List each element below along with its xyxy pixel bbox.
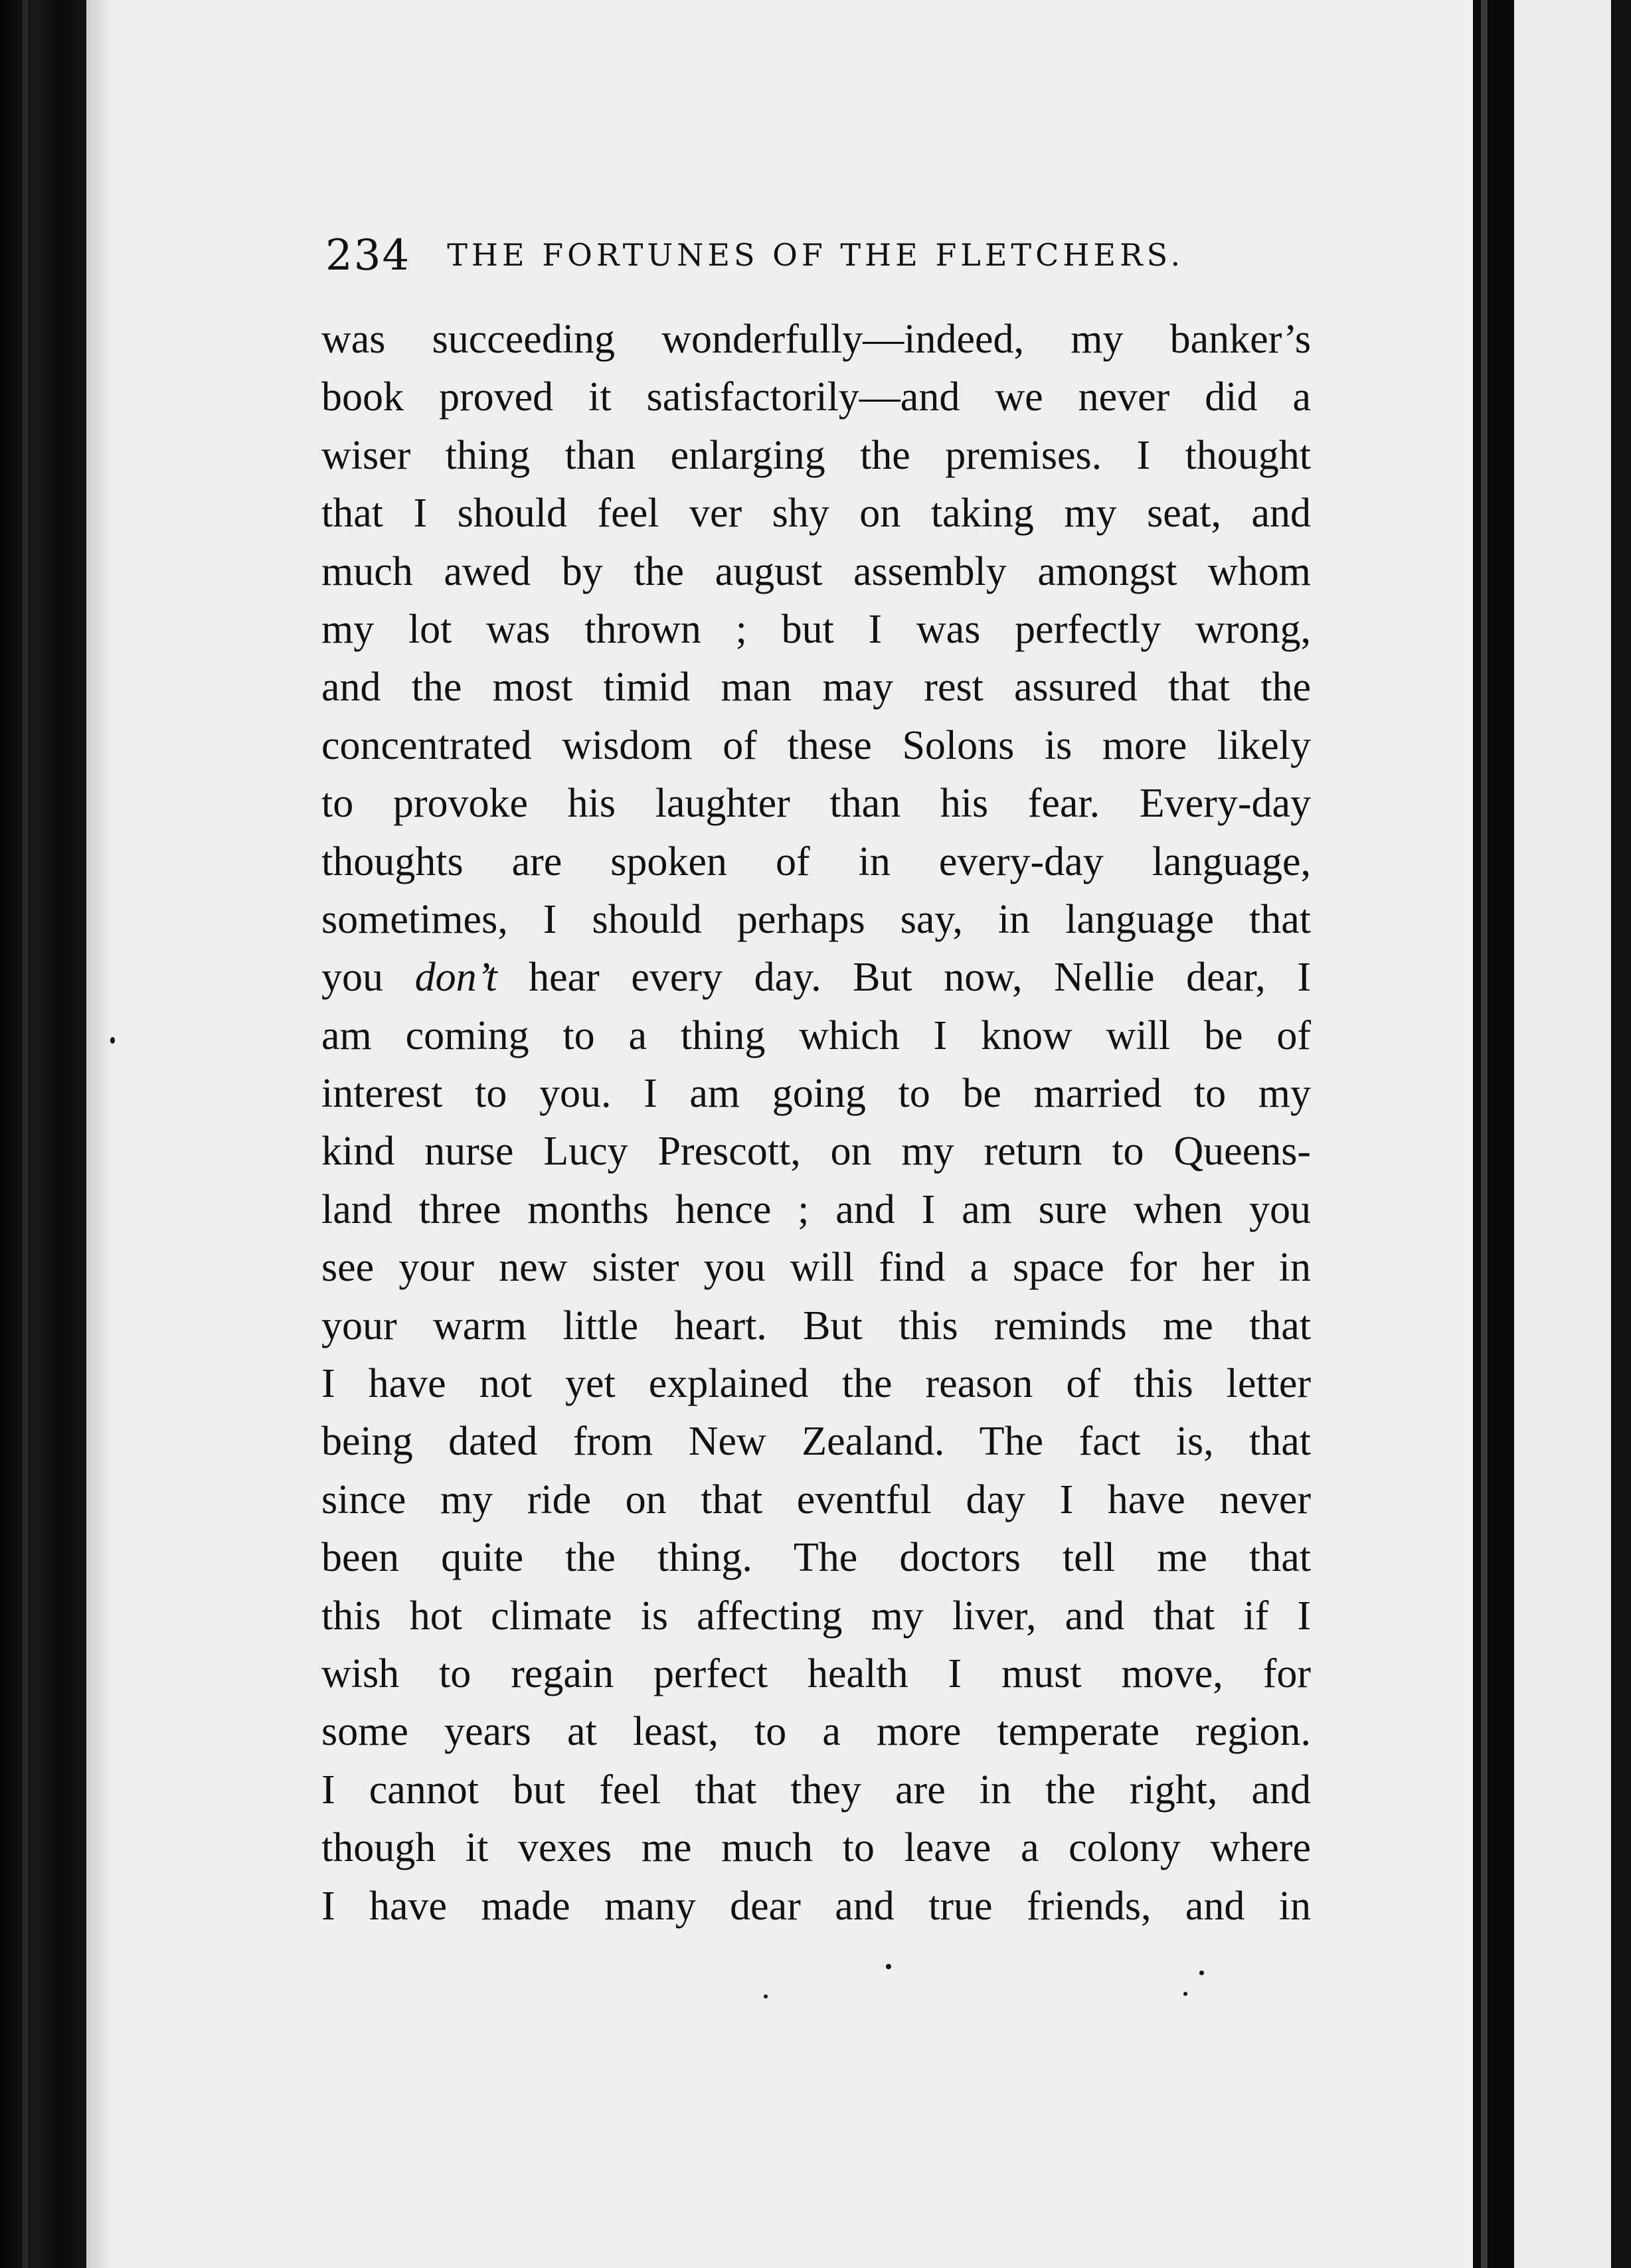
text-line: wiser thing than enlarging the premises. I thought [321,432,1311,478]
text-line: concentrated wisdom of these Solons is more likely [321,722,1311,768]
facing-page-edge [1611,0,1631,2268]
ink-speck [110,1037,115,1044]
text-line: to provoke his laughter than his fear. Every-day [321,781,1311,827]
text-line: I have made many dear and true friends, and in [321,1883,1311,1929]
text-line: since my ride on that eventful day I have never [321,1477,1311,1522]
text-line: you don’t hear every day. But now, Nellie dear, I [321,955,1312,1001]
text-line: your warm little heart. But this reminds me that [321,1303,1311,1348]
ink-speck [886,1964,891,1969]
text-line: land three months hence ; and I am sure when you [321,1186,1311,1232]
text-line: was succeeding wonderfully—indeed, my banker’s [321,317,1311,362]
ink-speck [764,1994,768,1998]
page-shadow [86,0,113,2268]
ink-speck [1183,1992,1187,1996]
text-line: much awed by the august assembly amongst whom [321,548,1311,594]
text-line: am coming to a thing which I know will be of [321,1012,1311,1058]
text-line: see your new sister you will find a space for her in [321,1245,1311,1291]
text-line: my lot was thrown ; but I was perfectly wrong, [321,606,1311,652]
body-text [321,311,1311,1935]
text-line: thoughts are spoken of in every-day language, [321,839,1311,884]
text-line: being dated from New Zealand. The fact is, that [321,1419,1311,1465]
binding-rule [23,0,28,2268]
gutter-highlight [1481,0,1488,2268]
text-line: book proved it satisfactorily—and we never did a [321,374,1311,420]
text-line: though it vexes me much to leave a colony where [321,1825,1311,1871]
text-line: sometimes, I should perhaps say, in language that [321,896,1311,942]
running-title: THE FORTUNES OF THE FLETCHERS. [447,237,1185,273]
ink-speck [1199,1971,1204,1975]
text-line: some years at least, to a more temperate region. [321,1709,1311,1755]
page-gutter [1473,0,1514,2268]
text-line: and the most timid man may rest assured that the [321,665,1311,710]
text-line: that I should feel ver shy on taking my seat, and [321,491,1311,536]
text-line: interest to you. I am going to be married to my [321,1071,1311,1117]
text-line: this hot climate is affecting my liver, and that if I [321,1593,1311,1639]
italic-word: don’t [414,955,497,1001]
text-line: been quite the thing. The doctors tell me that [321,1535,1311,1581]
text-line: kind nurse Lucy Prescott, on my return to Queens- [321,1129,1311,1174]
text-line: wish to regain perfect health I must move, for [321,1651,1311,1696]
text-line: I have not yet explained the reason of this letter [321,1361,1311,1407]
running-head [325,231,1242,284]
text-line: I cannot but feel that they are in the right, and [321,1767,1311,1813]
page-number: 234 [325,231,411,280]
binding-edge [0,0,86,2268]
